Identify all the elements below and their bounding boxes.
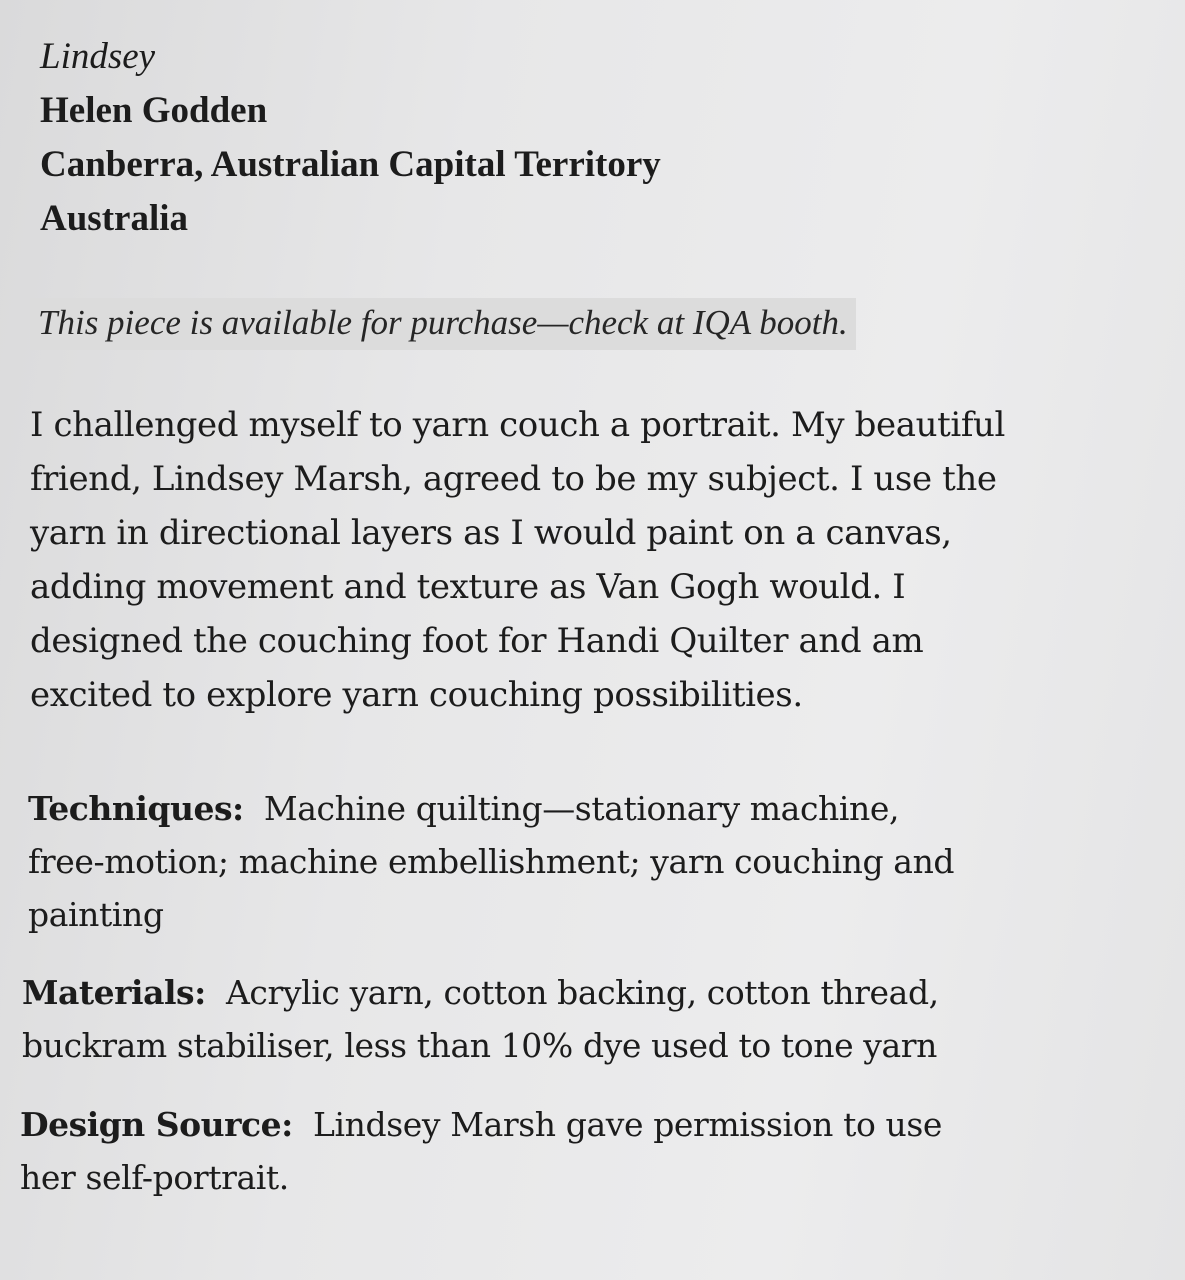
materials-label: Materials:: [22, 973, 206, 1012]
artist-statement: [30, 398, 1170, 722]
statement-line: I challenged myself to yarn couch a portrait. My beautiful: [30, 405, 1005, 445]
materials-text: Acrylic yarn, cotton backing, cotton thread,: [225, 973, 939, 1012]
techniques-line: [28, 782, 1178, 835]
materials-line: [22, 966, 1172, 1019]
techniques-text: Machine quilting—stationary machine,: [263, 789, 900, 828]
artist-country: Australia: [40, 198, 188, 239]
techniques-line: free-motion; machine embellishment; yarn couching and: [28, 842, 955, 881]
techniques-section: [28, 782, 1178, 941]
design-source-line: her self-portrait.: [20, 1158, 289, 1197]
artwork-header: [40, 30, 661, 246]
design-source-text: Lindsey Marsh gave permission to use: [312, 1105, 943, 1144]
materials-line: buckram stabiliser, less than 10% dye used to tone yarn: [22, 1026, 938, 1065]
techniques-line: painting: [28, 895, 164, 934]
design-source-line: [20, 1098, 1170, 1151]
design-source-section: [20, 1098, 1170, 1204]
design-source-label: Design Source:: [20, 1105, 293, 1144]
artist-location: Canberra, Australian Capital Territory: [40, 144, 661, 185]
artist-name: Helen Godden: [40, 90, 268, 131]
purchase-note: This piece is available for purchase—check at IQA booth.: [30, 298, 856, 350]
statement-line: designed the couching foot for Handi Quilter and am: [30, 621, 924, 661]
materials-section: [22, 966, 1172, 1072]
artwork-title: Lindsey: [40, 36, 156, 77]
statement-line: excited to explore yarn couching possibilities.: [30, 675, 803, 715]
techniques-label: Techniques:: [28, 789, 244, 828]
statement-line: adding movement and texture as Van Gogh would. I: [30, 567, 906, 607]
statement-line: yarn in directional layers as I would paint on a canvas,: [30, 513, 952, 553]
statement-line: friend, Lindsey Marsh, agreed to be my subject. I use the: [30, 459, 997, 499]
